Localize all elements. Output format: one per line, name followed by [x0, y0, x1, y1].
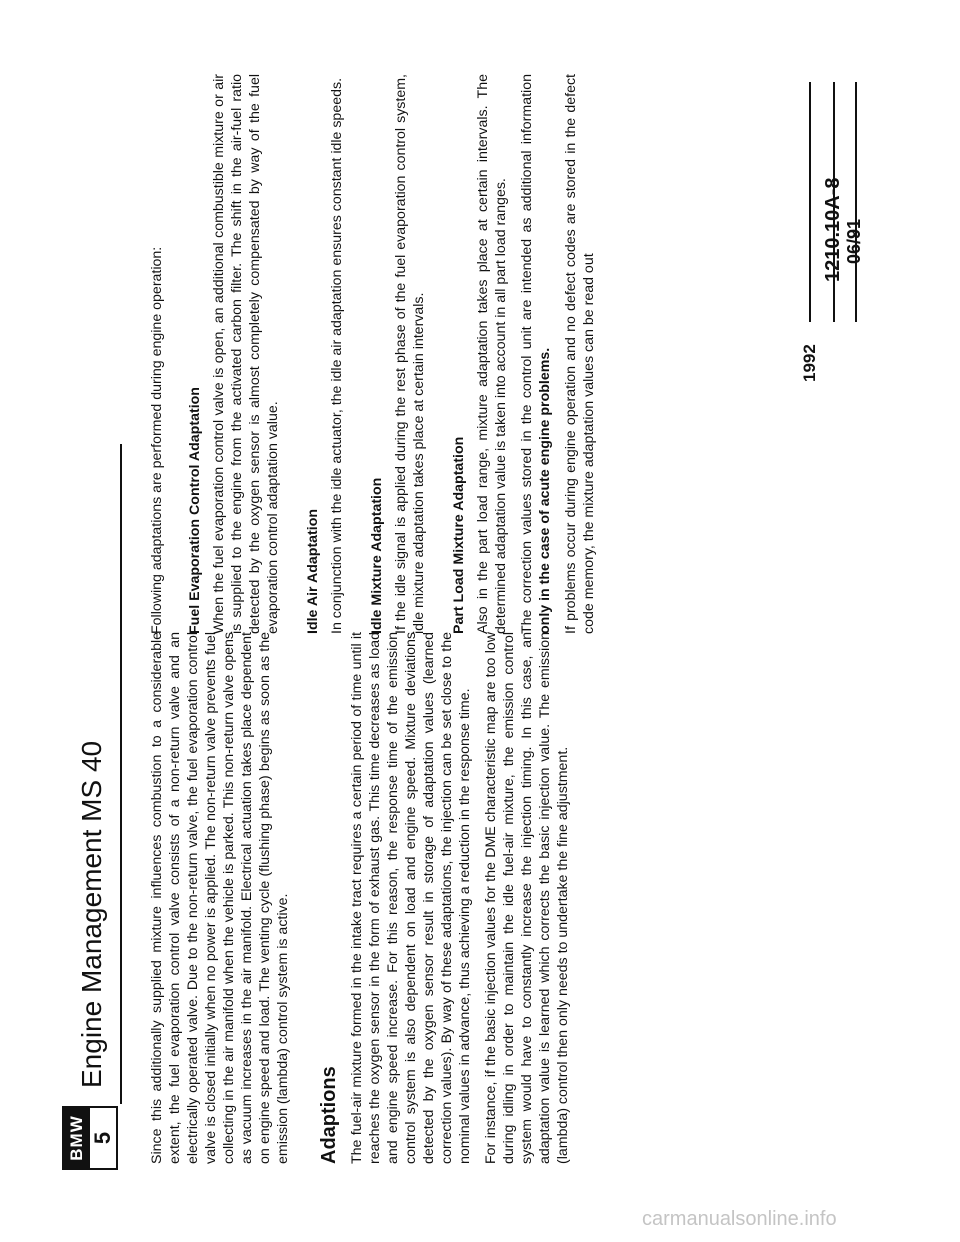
idle-mixture-text: If the idle signal is applied during the rest phase of the fuel evaporation control system, idle mixture adaptation takes place at certain intervals.: [393, 74, 427, 634]
part-load-text-1: Also in the part load range, mixture adaptation takes place at certain intervals. The determined adaptation value is taken into account in all part load ranges.: [475, 74, 509, 634]
right-column: [148, 74, 606, 634]
document-reference: [800, 42, 890, 382]
adaptions-paragraph-1: The fuel-air mixture formed in the intake tract requires a certain period of time until it reaches the oxygen sensor in the form of exhaust gas. This time decreases as load and engine speed increase. For this reason, the response time of the emission control system is also dependent on load and engine speed. Mixture deviations detected by the oxygen sensor result in storage of adaptation values (learned correction values). By way of these adaptations, the injection can be set close to the nominal values in advance, thus achieving a reduction in the response time.: [349, 632, 473, 1164]
idle-air-text: In conjunction with the idle actuator, the idle air adaptation ensures constant idle speeds.: [329, 77, 345, 634]
fuel-evap-text: When the fuel evaporation control valve is open, an additional combustible mixture or air is supplied to the engine from the activated carbon filter. The shift in the air-fuel ratio detected by the oxygen sensor is almost completely compensated by way of the fuel evaporation control adaptation value.: [211, 74, 281, 634]
site-watermark: carmanualsonline.info: [642, 1208, 837, 1230]
title-underline: [120, 444, 122, 1104]
adaptations-intro: Following adaptations are performed during engine operation:: [149, 246, 165, 634]
logo-series-number: 5: [90, 1131, 115, 1145]
issue-date: 06/91: [844, 218, 864, 264]
bmw-series-logo: [62, 1106, 118, 1170]
document-number: 1210.10A-8: [822, 177, 844, 282]
idle-mixture-heading: Idle Mixture Adaptation: [369, 477, 385, 634]
idle-air-heading: Idle Air Adaptation: [305, 508, 321, 634]
adaptions-heading: Adaptions: [318, 1066, 340, 1164]
fuel-evap-heading: Fuel Evaporation Control Adaptation: [187, 387, 203, 634]
part-load-text-2-bold: only in the case of acute engine problems.: [537, 347, 553, 634]
part-load-text-3: If problems occur during engine operation and no defect codes are stored in the defect code memory, the mixture adaptation values can be read out: [563, 74, 597, 634]
adaptions-paragraph-2: For instance, if the basic injection values for the DME characteristic map are too low during idling in order to maintain the idle fuel-air mixture, the emission control system would have to constantly increase the injection timing. In this case, an adaptation value is learned which corrects the basic injection value. The emission (lambda) control then only needs to undertake the fine adjustment.: [483, 632, 571, 1164]
logo-brand-text: BMW: [64, 1108, 90, 1168]
left-column: [148, 632, 580, 1164]
part-load-text-2: [518, 74, 554, 634]
intro-paragraph: Since this additionally supplied mixture influences combustion to a considerable extent, the fuel evaporation control valve consists of a non-return valve and an electrically operated valve. Due to the non-return valve, the fuel evaporation control valve is closed initially when no power is applied. The non-return valve prevents fuel collecting in the air manifold when the vehicle is parked. This non-return valve opens as vacuum increases in the air manifold. Electrical actuation takes place dependent on engine speed and load. The venting cycle (flushing phase) begins as soon as the emission (lambda) control system is active.: [149, 632, 291, 1164]
page-header: [62, 450, 118, 1170]
document-title: Engine Management MS 40: [76, 740, 107, 1088]
part-load-heading: Part Load Mixture Adaptation: [451, 436, 467, 634]
year-label: 1992: [800, 344, 819, 382]
reference-rules: [800, 42, 890, 382]
part-load-text-2-start: The correction values stored in the control unit are intended as additional information: [519, 74, 535, 634]
